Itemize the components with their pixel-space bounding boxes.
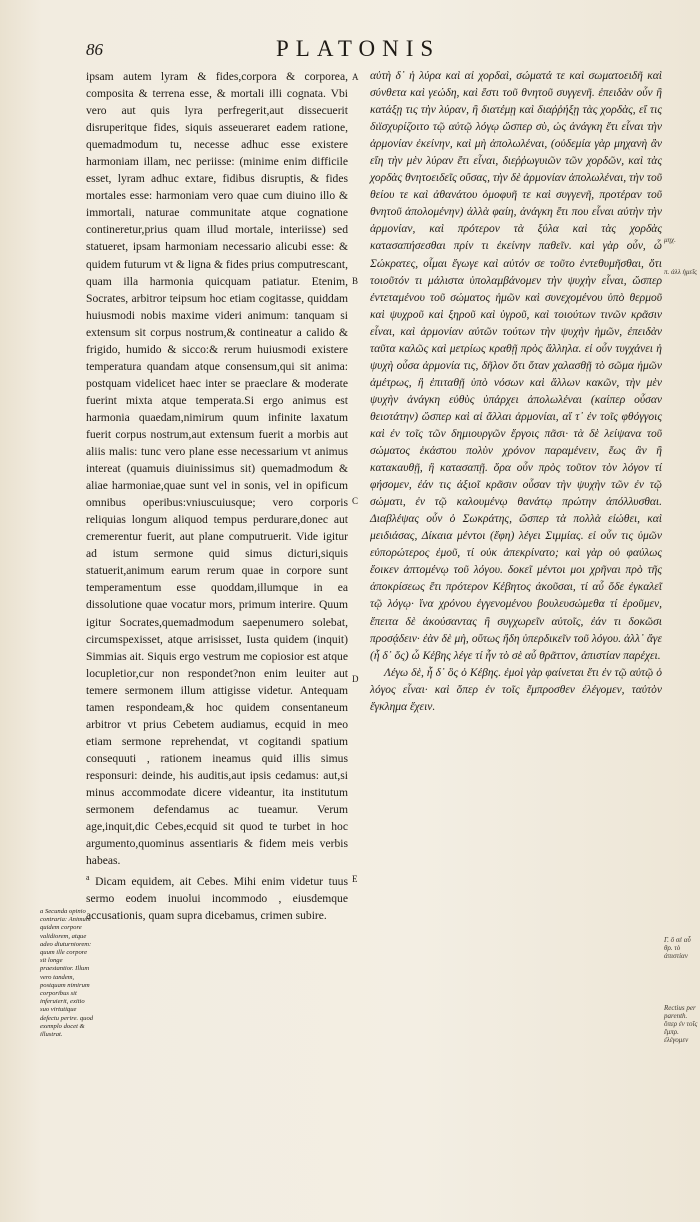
greek-paragraph: Λέγω δὲ, ἦ δ᾽ ὃς ὁ Κέβης. ἐμοὶ γὰρ φαίνεται ἔτι ἐν τῷ αὐτῷ ὁ λόγος εἶναι· καὶ ὅπερ ἐν τοῖς ἔμπροσθεν ἐλέγομεν, ταὐτὸν ἔγκλημα ἔχειν. [370, 666, 662, 713]
right-margin-note: μηχ. [664, 236, 676, 244]
section-letters [348, 68, 368, 968]
right-margin-note: Γ. ὃ σὲ αὖ θρ. τὸ ἀπιστίαν [664, 936, 691, 960]
latin-column [86, 68, 348, 924]
section-letter: C [352, 496, 359, 506]
page-header [86, 36, 686, 68]
latin-paragraph [86, 869, 348, 924]
running-title: PLATONIS [276, 36, 441, 61]
right-margin-note: π. ἀλλ ἡμεῖς [664, 268, 698, 276]
greek-column [370, 68, 662, 716]
greek-paragraph: αὐτὴ δ᾽ ἡ λύρα καὶ αἱ χορδαὶ, σώματά τε καὶ σωματοειδῆ καὶ σύνθετα καὶ γεώδη, καὶ ἔστι τοῦ θνητοῦ συγγενῆ. ἐπειδὰν οὖν ἢ κατάξῃ τις τὴν λύραν, ἢ διατέμῃ καὶ διαῤῥήξῃ τὰς χορδὰς, εἴ τις διϊσχυρίζοιτο τῷ αὐτῷ λόγῳ ὥσπερ σὺ, ὡς ἀνάγκη ἔτι εἶναι τὴν ἁρμονίαν ἐκείνην, καὶ μὴ ἀπολωλέναι, (οὐδεμία γὰρ μηχανὴ ἂν εἴη τὴν μὲν λύραν ἔτι εἶναι, διεῤῥωγυιῶν τῶν χορδῶν, καὶ τὰς χορδὰς θνητοειδεῖς οὔσας, τὴν δὲ ἁρμονίαν ἀπολωλέναι, τὴν τοῦ θείου τε καὶ ἀθανάτου ὁμοφυῆ τε καὶ συγγενῆ, προτέραν τοῦ θνητοῦ ἀπολομένην) ἀλλὰ φαίη, ἀνάγκη ἔτι που εἶναι αὐτὴν τὴν ἁρμονίαν, καὶ πρότερον τὰ ξύλα καὶ τὰς χορδὰς κατασαπήσεσθαι πρίν τι ἐκείνην παθεῖν. καὶ γὰρ οὖν, ὦ Σώκρατες, οἶμαι ἔγωγε καὶ αὐτόν σε τοῦτο ἐντεθυμῆσθαι, ὅτι τοιοῦτόν τι μάλιστα ὑπολαμβάνομεν τὴν ψυχὴν εἶναι, ὥσπερ ἐντεταμένου τοῦ σώματος ἡμῶν καὶ συνεχομένου ὑπὸ θερμοῦ καὶ ψυχροῦ καὶ ξηροῦ καὶ ὑγροῦ, καὶ τοιούτων τινῶν κρᾶσιν εἶναι, καὶ ἁρμονίαν αὐτῶν τούτων τὴν ψυχὴν ἡμῶν, ἐπειδὰν ταῦτα καλῶς καὶ μετρίως κραθῇ πρὸς ἄλληλα. εἰ οὖν τυγχάνει ἡ ψυχὴ οὖσα ἁρμονία τις, δῆλον ὅτι ὅταν χαλασθῇ τὸ σῶμα ἡμῶν ἀμέτρως, ἢ ἐπιταθῇ ὑπὸ νόσων καὶ ἄλλων κακῶν, τὴν μὲν ψυχὴν ἀνάγκη εὐθὺς ὑπάρχει ἀπολωλέναι (καίπερ οὖσαν θειοτάτην) ὥσπερ καὶ αἱ ἄλλαι ἁρμονίαι, αἵ τ᾽ ἐν τοῖς φθόγγοις καὶ ἐν τοῖς τῶν δημιουργῶν ἔργοις πᾶσι· τὰ δὲ λείψανα τοῦ σώματος ἑκάστου πολὺν χρόνον παραμένειν, ἕως ἂν ἢ κατακαυθῇ, ἢ κατασαπῇ. ὅρα οὖν πρὸς τοῦτον τὸν λόγον τί φήσομεν, ἐάν τις ἀξιοῖ κρᾶσιν οὖσαν τὴν ψυχὴν τῶν ἐν τῷ σώματι, ἐν τῷ καλουμένῳ θανάτῳ πρώτην ἀπόλλυσθαι. Διαβλέψας οὖν ὁ Σωκράτης, ὥσπερ τὰ πολλὰ εἰώθει, καὶ μειδιάσας, Δίκαια μέντοι (ἔφη) λέγει Σιμμίας. εἰ οὖν τις ὑμῶν εὐπορώτερος ἐμοῦ, τί οὐκ ἀπεκρίνατο; καὶ γὰρ οὐ φαύλως ἔοικεν ἁπτομένῳ τοῦ λόγου. δοκεῖ μέντοι μοι χρῆναι πρὸ τῆς ἀποκρίσεως ἔτι πρότερον Κέβητος ἀκοῦσαι, τί αὖ ὅδε ἐγκαλεῖ τῷ λόγῳ· ἵνα χρόνου ἐγγενομένου βουλευσώμεθα τί ἐροῦμεν, ἔπειτα δὲ ἀκούσαντας ἢ συγχωρεῖν αὐτοῖς, ἐάν τι δοκῶσι προσᾴδειν· ἐὰν δὲ μὴ, οὕτως ἤδη ὑπερδικεῖν τοῦ λόγου. ἀλλ᾽ ἄγε (ἦ δ᾽ ὅς) ὦ Κέβης λέγε τί ἦν τὸ σὲ αὖ θρᾶττον, ἀπιστίαν παρέχει. [370, 70, 662, 662]
latin-paragraph: ipsam autem lyram & fides,corpora & corporea, composita & terrena esse, & mortali illi cognata. Vbi vero aut quis lyra perfregerit,aut dissecuerit disruperitque fides, siquis asseueraret eadem ratione, quemadmodum tu, necesse adhuc esse existere harmoniam illam, nec periisse: (minime enim difficile esset, lyram adhuc extare, fidibus disruptis, & fides mortales esse: harmoniam vero quae cum diuino illo & immortali, naturae communitate atque cognatione contineretur,prius quam illud mortale, interiisse) sed statueret, ipsam harmoniam necessario alicubi esse: & quidem futurum vt & ligna & fides prius computrescant, quam illa harmonia quicquam patiatur. Etenim, Socrates, arbitror teipsum hoc etiam cogitasse, quiddam huiusmodi nobis maxime videri animum: tanquam si extensum sit corpus nostrum,& contineatur a calido & frigido, humido & sicco:& rerum huiusmodi existere temperatura quandam atque consensum,qui sit anima: postquam videlicet haec inter se praeclare & moderate fuerint mixta atque temperata.Si ergo animus est harmonia quaedam,nimirum quum infinite laxatum fuerit corpus nostrum,aut extensum fuerit a morbis aut aliis malis: tunc vero plane esse necessarium vt animus intereat (quamuis diuinissimus sit) quemadmodum & aliae harmoniae,quae sunt vel in sonis, vel in opificum omnibus operibus:vniuscuiusque; vero corporis reliquias longum aliquod tempus perdurare,donec aut cremerentur fuerit, aut plane computruerit. Vide igitur ad istum sermone quid simus dicturi,siquis statuerit,animum earum rerum quae in corpore sunt temperamentum esse quoddam,illumque in ea dissolutione quae vocatur mors, primum interire. Quum igitur Socrates,quemadmodum saepenumero solebat, circumspexisset, atque arrisisset, Iusta quidem (inquit) Simmias ait. Siquis ergo vestrum me copiosior est atque locupletior,cur non respondet?non enim leuiter aut temere sermonem illum attigisse videtur. Antequam tamen respondeam,& hoc quidem consentaneum arbitror vt prius Cebetem audiamus, ecquid in meo etiam sermone reprehendat, vt cogitandi spatium consequuti , rationem ineamus quid illis simus responsuri: deinde, his auditis,aut ipsis cedamus: aut,si minus accommodate dicere videantur, ita institutum sermonem defendamus ac tueamur. Verum age,inquit,dic Cebes,ecquid sit quod te turbet in hoc argumento,quominus assentiaris & fidem meis verbis habeas. [86, 70, 348, 868]
right-margin-note: Rectius per parenth. ὅπερ ἐν τοῖς ἔμπρ. ἐλέγομεν [664, 1004, 698, 1044]
note-marker: a [86, 873, 90, 883]
section-letter: B [352, 276, 359, 286]
section-letter: D [352, 674, 359, 684]
section-letter: A [352, 72, 359, 82]
section-letter: E [352, 874, 358, 884]
margin-note: a Secunda opinio contraria: Animum quidem corpore validiorem, atque adeo diuturniorem: quum ille corpore sit longe praestantior. Illum vero tandem, postquam nimirum corporibus sit inferuierit, exitio suo virtutique defectu perire. quod exemplo docet & illustrat. [40, 908, 94, 1039]
latin-paragraph-text: Dicam equidem, ait Cebes. Mihi enim videtur tuus sermo eodem inuolui incommodo , eiusdemque accusationis, quam supra dicebamus, crimen subire. [86, 875, 348, 923]
page-number: 86 [86, 40, 103, 59]
